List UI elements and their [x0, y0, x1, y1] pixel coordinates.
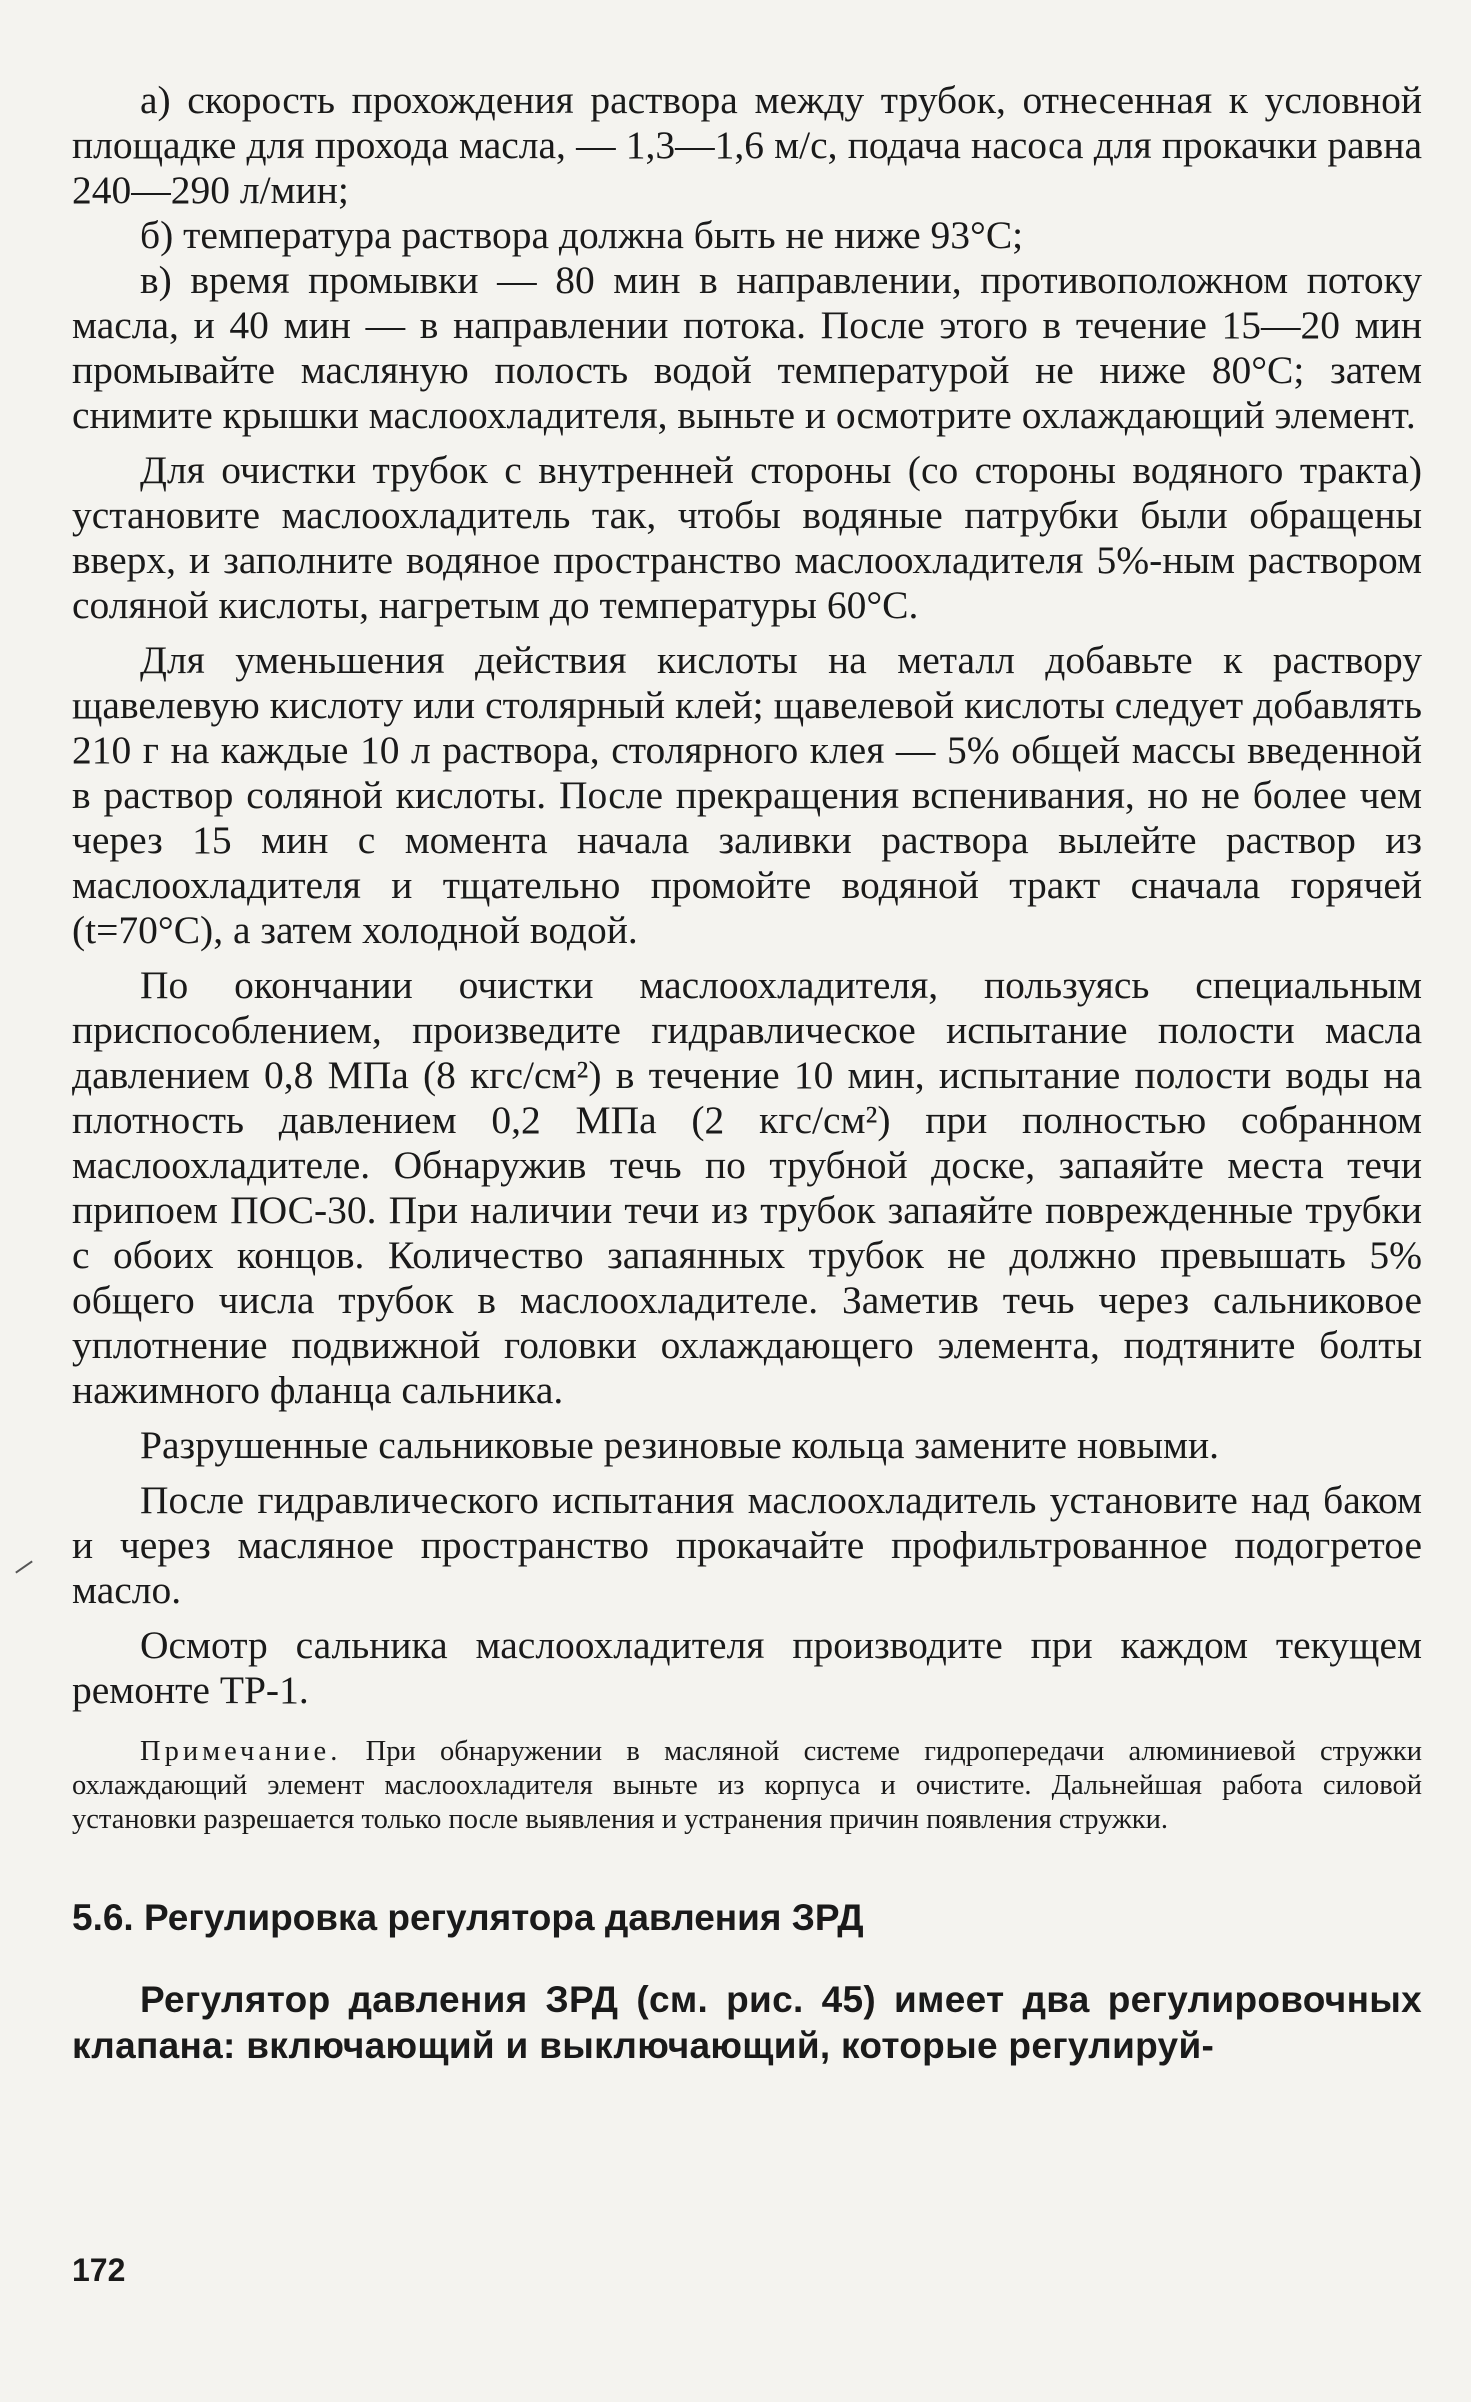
- note-text: При обнаружении в масляной системе гидропередачи алюминиевой стружки охлаждающий элемент маслоохладителя выньте из корпуса и очистите. Дальнейшая работа силовой установки разрешается только после выявления и устранения причин появления стружки.: [72, 1736, 1422, 1835]
- paragraph-c: в) время промывки — 80 мин в направлении, противоположном потоку масла, и 40 мин — в направлении потока. После этого в течение 15—20 мин промывайте масляную полость водой температурой не ниже 80°С; затем снимите крышки маслоохладителя, выньте и осмотрите охлаждающий элемент.: [72, 258, 1422, 437]
- paragraph-after-test: После гидравлического испытания маслоохладитель установите над баком и через масляное пространство прокачайте профильтрованное подогретое масло.: [72, 1478, 1422, 1612]
- section-heading: 5.6. Регулировка регулятора давления ЗРД: [72, 1897, 864, 1938]
- paragraph-a: а) скорость прохождения раствора между трубок, отнесенная к условной площадке для прохода масла, — 1,3—1,6 м/с, подача насоса для прокачки равна 240—290 л/мин;: [72, 78, 1422, 212]
- page-content: [72, 78, 1422, 2069]
- paragraph-rings: Разрушенные сальниковые резиновые кольца замените новыми.: [140, 1423, 1220, 1467]
- paragraph-tube-cleaning: Для очистки трубок с внутренней стороны (со стороны водяного тракта) установите маслоохладитель так, чтобы водяные патрубки были обращены вверх, и заполните водяное пространство маслоохладителя 5%-ным раствором соляной кислоты, нагретым до температуры 60°С.: [72, 448, 1422, 627]
- paragraph-hydraulic-test: По окончании очистки маслоохладителя, пользуясь специальным приспособлением, произведите гидравлическое испытание полости масла давлением 0,8 МПа (8 кгс/см²) в течение 10 мин, испытание полости воды на плотность давлением 0,2 МПа (2 кгс/см²) при полностью собранном маслоохладителе. Обнаружив течь по трубной доске, запаяйте места течи припоем ПОС-30. При наличии течи из трубок запаяйте поврежденные трубки с обоих концов. Количество запаянных трубок не должно превышать 5% общего числа трубок в маслоохладителе. Заметив течь через сальниковое уплотнение подвижной головки охлаждающего элемента, подтяните болты нажимного фланца сальника.: [72, 963, 1422, 1412]
- paragraph-acid: Для уменьшения действия кислоты на металл добавьте к раствору щавелевую кислоту или столярный клей; щавелевой кислоты следует добавлять 210 г на каждые 10 л раствора, столярного клея — 5% общей массы введенной в раствор соляной кислоты. После прекращения вспенивания, но не более чем через 15 мин с момента начала заливки раствора вылейте раствор из маслоохладителя и тщательно промойте водяной тракт сначала горячей (t=70°С), а затем холодной водой.: [72, 638, 1422, 952]
- page-number: 172: [72, 2252, 126, 2288]
- paragraph-b: б) температура раствора должна быть не ниже 93°С;: [140, 213, 1024, 257]
- note-label: Примечание.: [140, 1736, 342, 1767]
- note-block: [72, 1735, 1422, 1837]
- paragraph-inspection: Осмотр сальника маслоохладителя производите при каждом текущем ремонте ТР-1.: [72, 1623, 1422, 1712]
- margin-mark: [15, 1560, 33, 1573]
- section-body: Регулятор давления ЗРД (см. рис. 45) имеет два регулировочных клапана: включающий и выключающий, которые регулируй-: [72, 1979, 1422, 2066]
